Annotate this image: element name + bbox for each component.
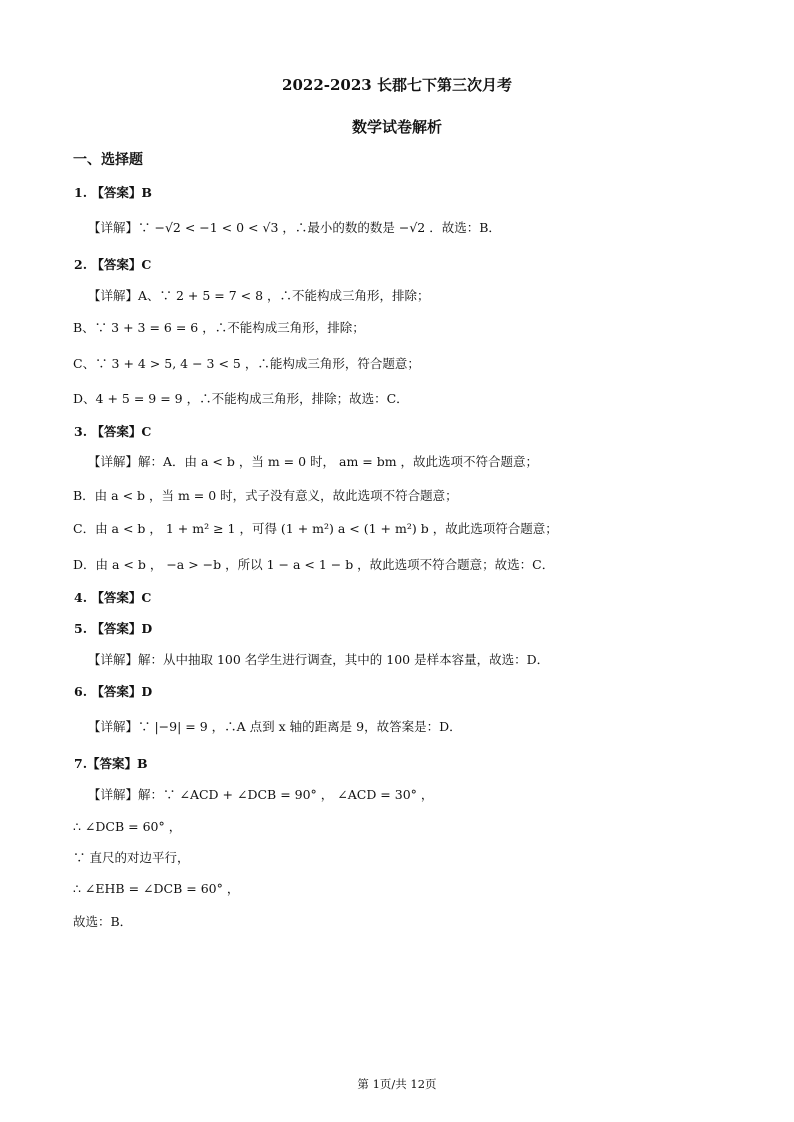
page-footer: 第 1页/共 12页	[357, 1077, 437, 1091]
detail-3: 【详解】解：A．由 a < b ，当 m = 0 时， am = bm ，故此选项不符合题意；	[88, 454, 539, 469]
detail-3-c: C．由 a < b ， 1 + m² ≥ 1 ，可得 (1 + m²) a < (1 + m²) b ，故此选项符合题意；	[73, 521, 558, 536]
detail-2-b: B、∵ 3 + 3 = 6 = 6 ，∴不能构成三角形，排除；	[73, 320, 365, 335]
detail-7-c: ∵ 直尺的对边平行，	[73, 850, 190, 865]
answer-6: 6. 【答案】D	[74, 684, 153, 699]
section-heading: 一、选择题	[73, 152, 143, 168]
detail-5: 【详解】解：从中抽取 100 名学生进行调查，其中的 100 是样本容量，故选：D．	[88, 652, 550, 667]
detail-2: 【详解】A、∵ 2 + 5 = 7 < 8 ，∴不能构成三角形，排除；	[88, 288, 430, 303]
answer-2: 2. 【答案】C	[74, 257, 152, 272]
detail-1: 【详解】∵ −√2 < −1 < 0 < √3 ，∴最小的数的数是 −√2 ．故选：B．	[88, 220, 501, 235]
detail-2-c: C、∵ 3 + 4 > 5, 4 − 3 < 5 ，∴能构成三角形，符合题意；	[73, 356, 420, 371]
detail-3-d: D．由 a < b ， −a > −b ，所以 1 − a < 1 − b ，故此选项不符合题意；故选：C．	[73, 557, 555, 572]
detail-7-e: 故选：B．	[73, 914, 133, 929]
answer-5: 5. 【答案】D	[74, 621, 153, 636]
detail-7-d: ∴ ∠EHB = ∠DCB = 60° ，	[73, 881, 240, 896]
detail-6: 【详解】∵ |−9| = 9 ，∴A 点到 x 轴的距离是 9，故答案是：D．	[88, 719, 462, 734]
page-title: 2022-2023 长郡七下第三次月考	[282, 76, 512, 94]
page-subtitle: 数学试卷解析	[351, 118, 442, 136]
answer-4: 4. 【答案】C	[74, 590, 152, 605]
detail-7-b: ∴ ∠DCB = 60° ，	[73, 819, 182, 834]
answer-3: 3. 【答案】C	[74, 424, 152, 439]
detail-7: 【详解】解：∵ ∠ACD + ∠DCB = 90° ， ∠ACD = 30° ，	[88, 787, 434, 802]
detail-2-d: D、4 + 5 = 9 = 9 ，∴不能构成三角形，排除；故选：C．	[73, 391, 409, 406]
answer-7: 7.【答案】B	[74, 756, 148, 771]
answer-1: 1. 【答案】B	[74, 185, 152, 200]
detail-3-b: B．由 a < b ，当 m = 0 时，式子没有意义，故此选项不符合题意；	[73, 488, 458, 503]
